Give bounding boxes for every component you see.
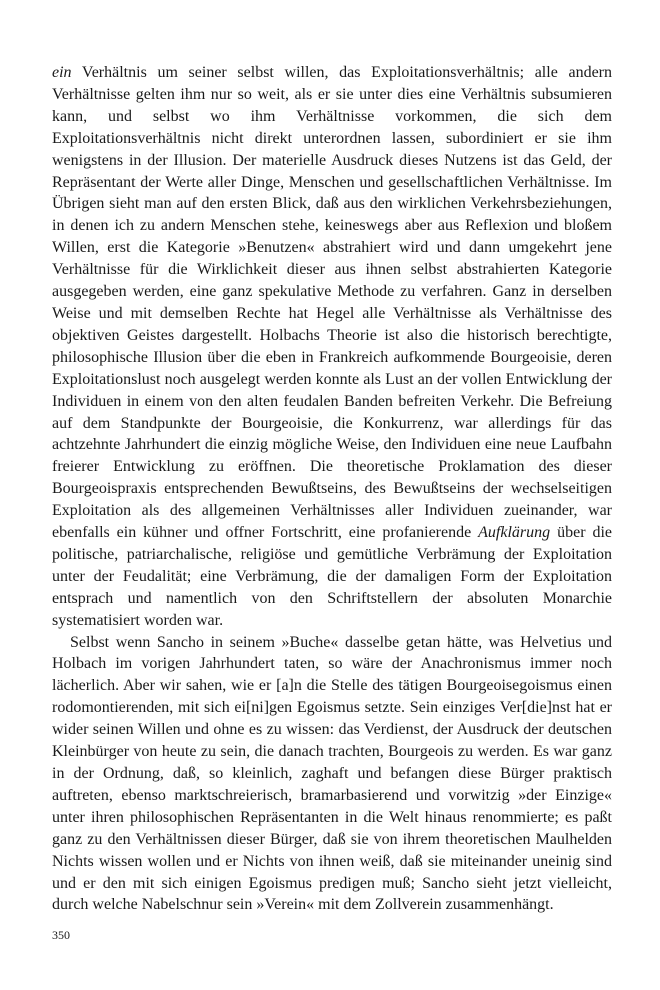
paragraph [52,632,612,917]
text-span-italic: Aufklärung [478,524,551,542]
page-number: 350 [52,928,70,942]
text-span: Selbst wenn Sancho in seinem »Buche« dasselbe getan hätte, was Helvetius und Holbach im vorigen Jahrhundert taten, so wäre der Anachronismus immer noch lächerlich. Aber wir sahen, wie er [a]n die Stelle des tätigen Bourgeoisegoismus einen rodomontierenden, mit sich ei[ni]gen Egoismus setzte. Sein einziges Ver[die]nst hat er wider seinen Willen und ohne es zu wissen: das Verdienst, der Ausdruck der deutschen Kleinbürger von heute zu sein, die danach trachten, Bourgeois zu werden. Es war ganz in der Ordnung, daß, so kleinlich, zaghaft und befangen diese Bürger praktisch auftreten, ebenso marktschreierisch, bramarbasierend und vorwitzig »der Einzige« unter ihren philosophischen Repräsentanten in die Welt hinaus renommierte; es paßt ganz zu den Verhältnissen dieser Bürger, daß sie von ihrem theoretischen Maulhelden Nichts wissen wollen und er Nichts von ihnen weiß, daß sie miteinander uneinig sind und er den mit sich einigen Egoismus predigen muß; Sancho sieht jetzt vielleicht, durch welche Nabelschnur sein »Verein« mit dem Zollverein zusammenhängt. [52,633,612,914]
page-body [52,62,612,916]
paragraph [52,62,612,632]
text-span-italic: ein [52,64,72,81]
text-span: Verhältnis um seiner selbst willen, das Exploitationsverhältnis; alle andern Verhältnisse gelten ihm nur so weit, als er sie unter dies eine Verhältnis subsumieren kann, und selbst wo ihm Verhältnisse vorkommen, die sich dem Exploitationsverhältnis nicht direkt unterordnen lassen, subordiniert er sie ihm wenigstens in der Illusion. Der materielle Ausdruck dieses Nutzens ist das Geld, der Repräsentant der Werte aller Dinge, Menschen und gesellschaftlichen Verhältnisse. Im Übrigen sieht man auf den ersten Blick, daß aus den wirklichen Verkehrsbeziehungen, in denen ich zu andern Menschen stehe, keineswegs aber aus Reflexion und bloßem Willen, erst die Kategorie »Benutzen« abstrahiert wird und dann umgekehrt jene Verhältnisse für die Wirklichkeit dieser aus ihnen selbst abstrahierten Kategorie ausgegeben werden, eine ganz spekulative Methode zu verfahren. Ganz in derselben Weise und mit demselben Rechte hat Hegel alle Verhältnisse als Verhältnisse des objektiven Geistes dargestellt. Holbachs Theorie ist also die historisch berechtigte, philosophische Illusion über die eben in Frankreich aufkommende Bourgeoisie, deren Exploitationslust noch ausgelegt werden konnte als Lust an der vollen Entwicklung der Individuen in einem von den alten feudalen Banden befreiten Verkehr. Die Befreiung auf dem Standpunkte der Bourgeoisie, die Konkurrenz, war allerdings für das achtzehnte Jahrhundert die einzig mögliche Weise, den Individuen eine neue Laufbahn freierer Entwicklung zu eröffnen. Die theoretische Proklamation des dieser Bourgeoispraxis entsprechenden Bewußtseins, des Bewußtseins der wechselseitigen Exploitation als des allgemeinen Verhältnisses aller Individuen zueinander, war ebenfalls ein kühner und offner Fortschritt, eine profanierende [52,64,612,542]
text-span: über die politische, patriarchalische, religiöse und gemütliche Verbrämung der Exploitation unter der Feudalität; eine Verbrämung, die der damaligen Form der Exploitation entsprach und namentlich von den Schriftstellern der absoluten Monarchie systematisiert worden war. [52,524,613,629]
